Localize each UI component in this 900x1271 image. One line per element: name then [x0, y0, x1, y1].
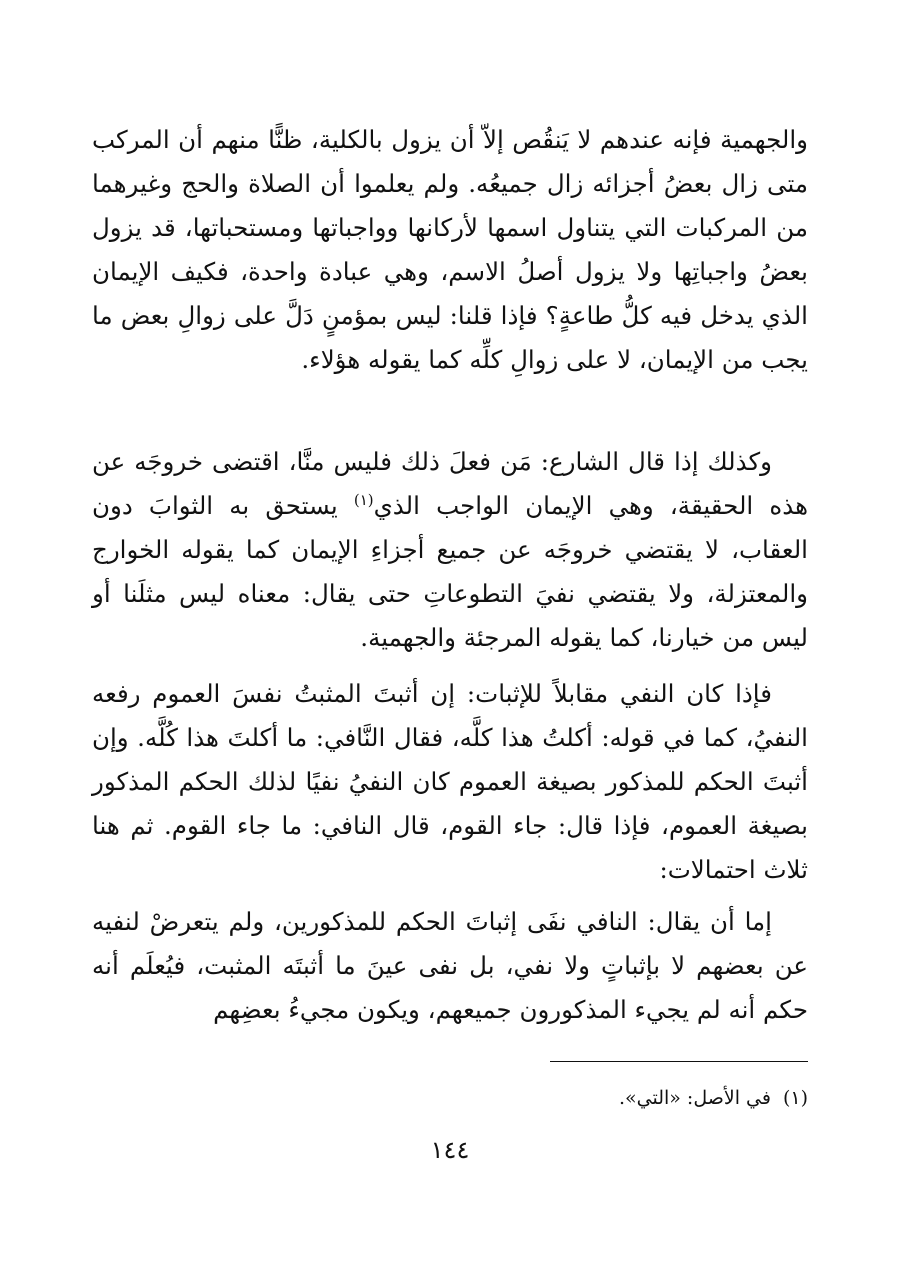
page-number: ١٤٤: [430, 1136, 470, 1164]
paragraph-4: [92, 900, 808, 1032]
footnote-separator: [550, 1061, 808, 1062]
footnote-number: (١): [782, 1087, 808, 1109]
footnote-text: في الأصل: «التي».: [618, 1087, 771, 1109]
paragraph-1-text: والجهمية فإنه عندهم لا يَنقُص إلاّ أن يزول بالكلية، ظنًّا منهم أن المركب متى زال بعضُ أجزائه زال جميعُه. ولم يعلموا أن الصلاة والحج وغيرهما من المركبات التي يتناول اسمها لأركانها وواجباتها ومستحباتها، قد يزول بعضُ واجباتِها ولا يزول أصلُ الاسم، وهي عبادة واحدة، فكيف الإيمان الذي يدخل فيه كلُّ طاعةٍ؟ فإذا قلنا: ليس بمؤمنٍ دَلَّ على زوالِ بعض ما يجب من الإيمان، لا على زوالِ كلِّه كما يقوله هؤلاء.: [92, 125, 808, 374]
paragraph-1: [92, 118, 808, 382]
paragraph-2-text: [92, 440, 808, 660]
footnote-reference: (١): [353, 491, 374, 509]
paragraph-4-text: إما أن يقال: النافي نفَى إثباتَ الحكم للمذكورين، ولم يتعرضْ لنفيه عن بعضهم لا بإثباتٍ ولا نفي، بل نفى عينَ ما أثبتَه المثبت، فيُعلَم أنه حكم أنه لم يجيء المذكورون جميعهم، ويكون مجيءُ بعضِهم: [92, 907, 808, 1024]
paragraph-3-text: فإذا كان النفي مقابلاً للإثبات: إن أثبتَ المثبتُ نفسَ العموم رفعه النفيُ، كما في قوله: أكلتُ هذا كلَّه، فقال النَّافي: ما أكلتَ هذا كُلَّه. وإن أثبتَ الحكم للمذكور بصيغة العموم كان النفيُ نفيًا لذلك الحكم المذكور بصيغة العموم، فإذا قال: جاء القوم، قال النافي: ما جاء القوم. ثم هنا ثلاث احتمالات:: [92, 679, 808, 884]
footnote: [308, 1084, 808, 1112]
paragraph-2-part-b: يستحق به الثوابَ دون العقاب، لا يقتضي خروجَه عن جميع أجزاءِ الإيمان كما يقوله الخوارج والمعتزلة، ولا يقتضي نفيَ التطوعاتِ حتى يقال: معناه ليس مثلَنا أو ليس من خيارنا، كما يقوله المرجئة والجهمية.: [92, 491, 808, 652]
paragraph-3: [92, 672, 808, 892]
paragraph-2-part-a: وكذلك إذا قال الشارع: مَن فعلَ ذلك فليس منَّا، اقتضى خروجَه عن هذه الحقيقة، وهي الإيمان الواجب الذي: [92, 447, 808, 520]
paragraph-2: [92, 440, 808, 660]
